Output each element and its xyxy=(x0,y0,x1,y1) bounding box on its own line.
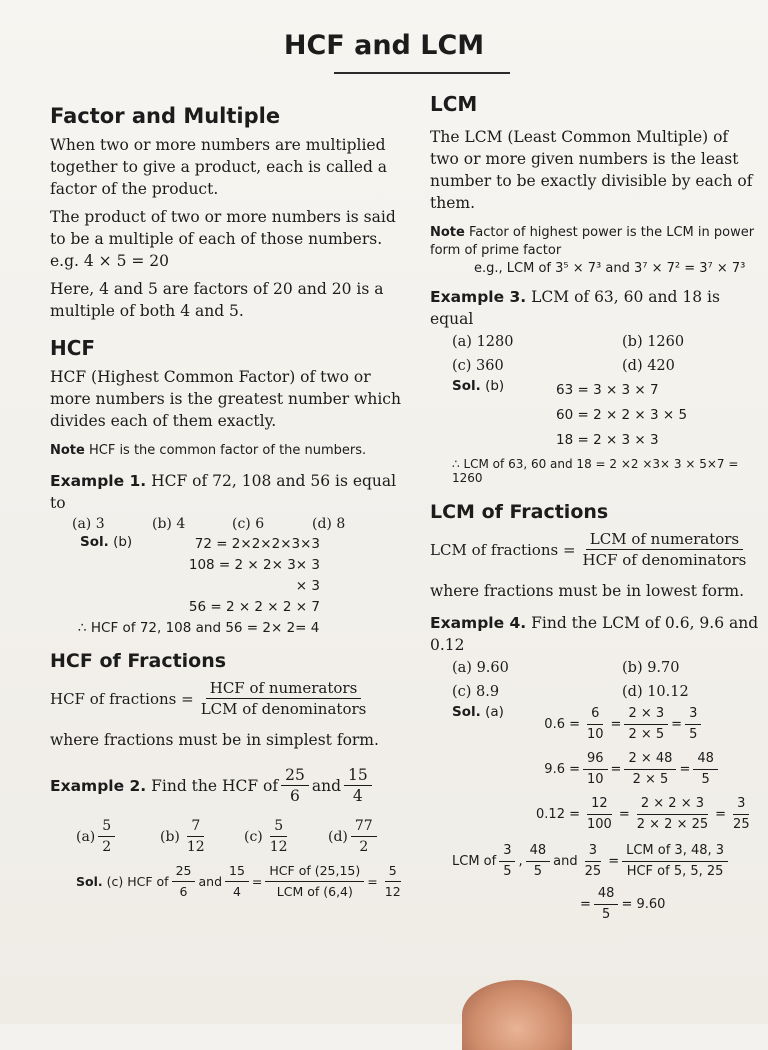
left-column xyxy=(50,90,412,902)
example-1-text: HCF of 72, 108 and 56 is equal to xyxy=(50,472,397,512)
note-text: Factor of highest power is the LCM in power form of prime factor xyxy=(430,225,755,258)
example-2-label: Example 2. xyxy=(50,776,147,795)
option: (b) $\frac{7}{12}$ xyxy=(160,818,205,855)
formula-denominator: HCF of denominators xyxy=(582,551,747,569)
example-3-options xyxy=(452,334,760,374)
fraction-numerator: 25 xyxy=(281,765,309,786)
final-value: = 9.60 xyxy=(621,897,666,912)
lcm-mid-num: LCM of 3, 48, 3 xyxy=(622,841,728,862)
sol-answer: (b) xyxy=(485,378,505,394)
factor-paragraph-1: When two or more numbers are multiplied together to give a product, each is called a factor of the product. xyxy=(50,136,388,198)
example-1 xyxy=(50,470,412,514)
example-3-text: LCM of 63, 60 and 18 is equal xyxy=(430,288,720,328)
factor-paragraph-2: The product of two or more numbers is said to be a multiple of each of those numbers. e.g. 4 × 5 = 20 xyxy=(50,208,396,270)
hcf-note xyxy=(50,442,412,460)
example-4-lcm: LCM of $\frac{3}{5}$ , $\frac{48}{5}$ and $\frac{3}{25}$ = $\frac{\text{LCM of 3, 48, 3}}{\text{HCF of 5, 5, 25}}$ xyxy=(452,841,760,882)
final-num: 48 xyxy=(594,884,619,905)
example-1-options xyxy=(72,516,412,532)
sol-line: 72 = 2×2×2×3×3 xyxy=(194,536,320,552)
sol-answer: (b) xyxy=(113,534,133,550)
hcf-fractions-heading: HCF of Fractions xyxy=(50,650,227,672)
example-3-solution xyxy=(452,378,760,453)
hcf-fraction-note: where fractions must be in simplest form. xyxy=(50,731,379,749)
lcm-paragraph: The LCM (Least Common Multiple) of two or more given numbers is the least number to be exactly divisible by each of them. xyxy=(430,128,753,212)
option: (c) 360 xyxy=(452,358,504,374)
note-text: HCF is the common factor of the numbers. xyxy=(88,443,367,458)
sol-label: Sol. xyxy=(76,874,103,889)
example-1-conclusion: ∴ HCF of 72, 108 and 56 = 2× 2= 4 xyxy=(78,620,320,636)
example-3-conclusion: ∴ LCM of 63, 60 and 18 = 2 ×2 ×3× 3 × 5×7 = 1260 xyxy=(452,457,739,485)
example-4 xyxy=(430,612,760,656)
lcm-prefix: LCM of xyxy=(452,854,497,869)
hcf-paragraph: HCF (Highest Common Factor) of two or more numbers is the greatest number which divides each of them exactly. xyxy=(50,368,401,430)
final-den: 5 xyxy=(602,907,611,922)
sol-row: 9.6 = $\frac{96}{10}$ = $\frac{2 \times 48}{2 \times 5}$ = $\frac{48}{5}$ xyxy=(532,749,757,790)
sol-line: 63 = 3 × 3 × 7 xyxy=(556,382,659,398)
option: (b) 4 xyxy=(152,516,186,532)
option: (a) 9.60 xyxy=(452,660,509,676)
option: (c) 6 xyxy=(232,516,265,532)
sol-label: Sol. xyxy=(452,704,481,720)
formula-lhs: LCM of fractions = xyxy=(430,540,576,559)
example-1-solution xyxy=(80,534,412,618)
sol-line: 60 = 2 × 2 × 3 × 5 xyxy=(556,407,688,423)
fraction-denominator: 6 xyxy=(290,787,300,805)
sol-answer: (c) xyxy=(106,874,124,889)
sol-row: 0.6 = $\frac{6}{10}$ = $\frac{2 \times 3}{2 \times 5}$ = $\frac{3}{5}$ xyxy=(532,704,757,745)
option: (c) 8.9 xyxy=(452,684,500,700)
example-2-text: Find the HCF of xyxy=(151,776,279,795)
example-2-solution: Sol. (c) HCF of $\frac{25}{6}$ and $\frac{15}{4}$ = $\frac{\text{HCF of (25,15)}}{\text{LCM of (6,4)}}$ = $\frac{5}{12}$ xyxy=(76,861,412,902)
option: (d) 8 xyxy=(312,516,346,532)
sol-label: Sol. xyxy=(80,534,109,550)
page-title: HCF and LCM xyxy=(283,30,485,61)
lcm-mid-den: HCF of 5, 5, 25 xyxy=(626,864,724,879)
sol-line: 108 = 2 × 2× 3× 3 × 3 xyxy=(188,557,320,594)
hcf-fraction-formula xyxy=(50,678,412,719)
lcm-heading: LCM xyxy=(430,92,478,116)
formula-lhs: HCF of fractions = xyxy=(50,689,194,708)
option: (a) $\frac{5}{2}$ xyxy=(76,816,160,857)
example-3-label: Example 3. xyxy=(430,288,527,306)
lcm-fraction-note: where fractions must be in lowest form. xyxy=(430,582,745,600)
sol-text: HCF of xyxy=(127,874,169,889)
lcm-fractions-heading: LCM of Fractions xyxy=(430,501,609,523)
example-2 xyxy=(50,765,412,806)
option: (a) 1280 xyxy=(452,334,514,350)
hcf-heading: HCF xyxy=(50,336,96,360)
sol-result-den: 12 xyxy=(384,884,401,899)
formula-numerator: LCM of numerators xyxy=(586,529,743,550)
right-column xyxy=(430,90,760,925)
title-underline xyxy=(334,72,510,74)
sol-result-num: 5 xyxy=(385,861,401,882)
note-label: Note xyxy=(430,225,465,240)
example-4-final: = $\frac{48}{5}$ = 9.60 xyxy=(580,884,760,925)
option: (a) 3 xyxy=(72,516,105,532)
fraction-denominator: 4 xyxy=(352,787,363,805)
example-3 xyxy=(430,286,760,330)
example-4-solution xyxy=(452,704,760,835)
sol-label: Sol. xyxy=(452,378,481,394)
lcm-note xyxy=(430,224,760,278)
example-2-options xyxy=(76,816,412,857)
option: (b) 1260 xyxy=(622,334,685,350)
example-4-options xyxy=(452,660,760,700)
lcm-fraction-formula xyxy=(430,529,760,570)
sol-line: 56 = 2 × 2 × 2 × 7 xyxy=(188,599,320,615)
sol-row: 0.12 = $\frac{12}{100}$ = $\frac{2 \times 2 \times 3}{2 \times 2 \times 25}$ = $\frac{3}{25}$ xyxy=(536,796,750,832)
sol-mid-den: LCM of (6,4) xyxy=(276,884,353,899)
finger-photo-artifact xyxy=(462,980,572,1050)
option: (d) 420 xyxy=(622,358,675,374)
option: (d) $\frac{77}{2}$ xyxy=(328,816,412,857)
sol-line: 18 = 2 × 3 × 3 xyxy=(556,432,659,448)
example-2-and: and xyxy=(311,776,341,795)
factor-paragraph-3: Here, 4 and 5 are factors of 20 and 20 is a multiple of both 4 and 5. xyxy=(50,280,384,320)
example-4-label: Example 4. xyxy=(430,614,527,632)
note-example: e.g., LCM of 3⁵ × 7³ and 3⁷ × 7² = 3⁷ × 7³ xyxy=(474,261,746,276)
option: (d) 10.12 xyxy=(622,684,689,700)
sol-mid-num: HCF of (25,15) xyxy=(265,861,364,882)
sol-answer: (a) xyxy=(485,704,504,720)
formula-numerator: HCF of numerators xyxy=(206,678,362,699)
formula-denominator: LCM of denominators xyxy=(200,700,367,718)
example-1-label: Example 1. xyxy=(50,472,147,490)
factor-heading: Factor and Multiple xyxy=(50,104,281,128)
option: (b) 9.70 xyxy=(622,660,680,676)
fraction-numerator: 15 xyxy=(344,765,372,786)
option: (c) $\frac{5}{12}$ xyxy=(244,818,288,855)
note-label: Note xyxy=(50,443,85,458)
example-4-text: Find the LCM of 0.6, 9.6 and 0.12 xyxy=(430,614,759,654)
